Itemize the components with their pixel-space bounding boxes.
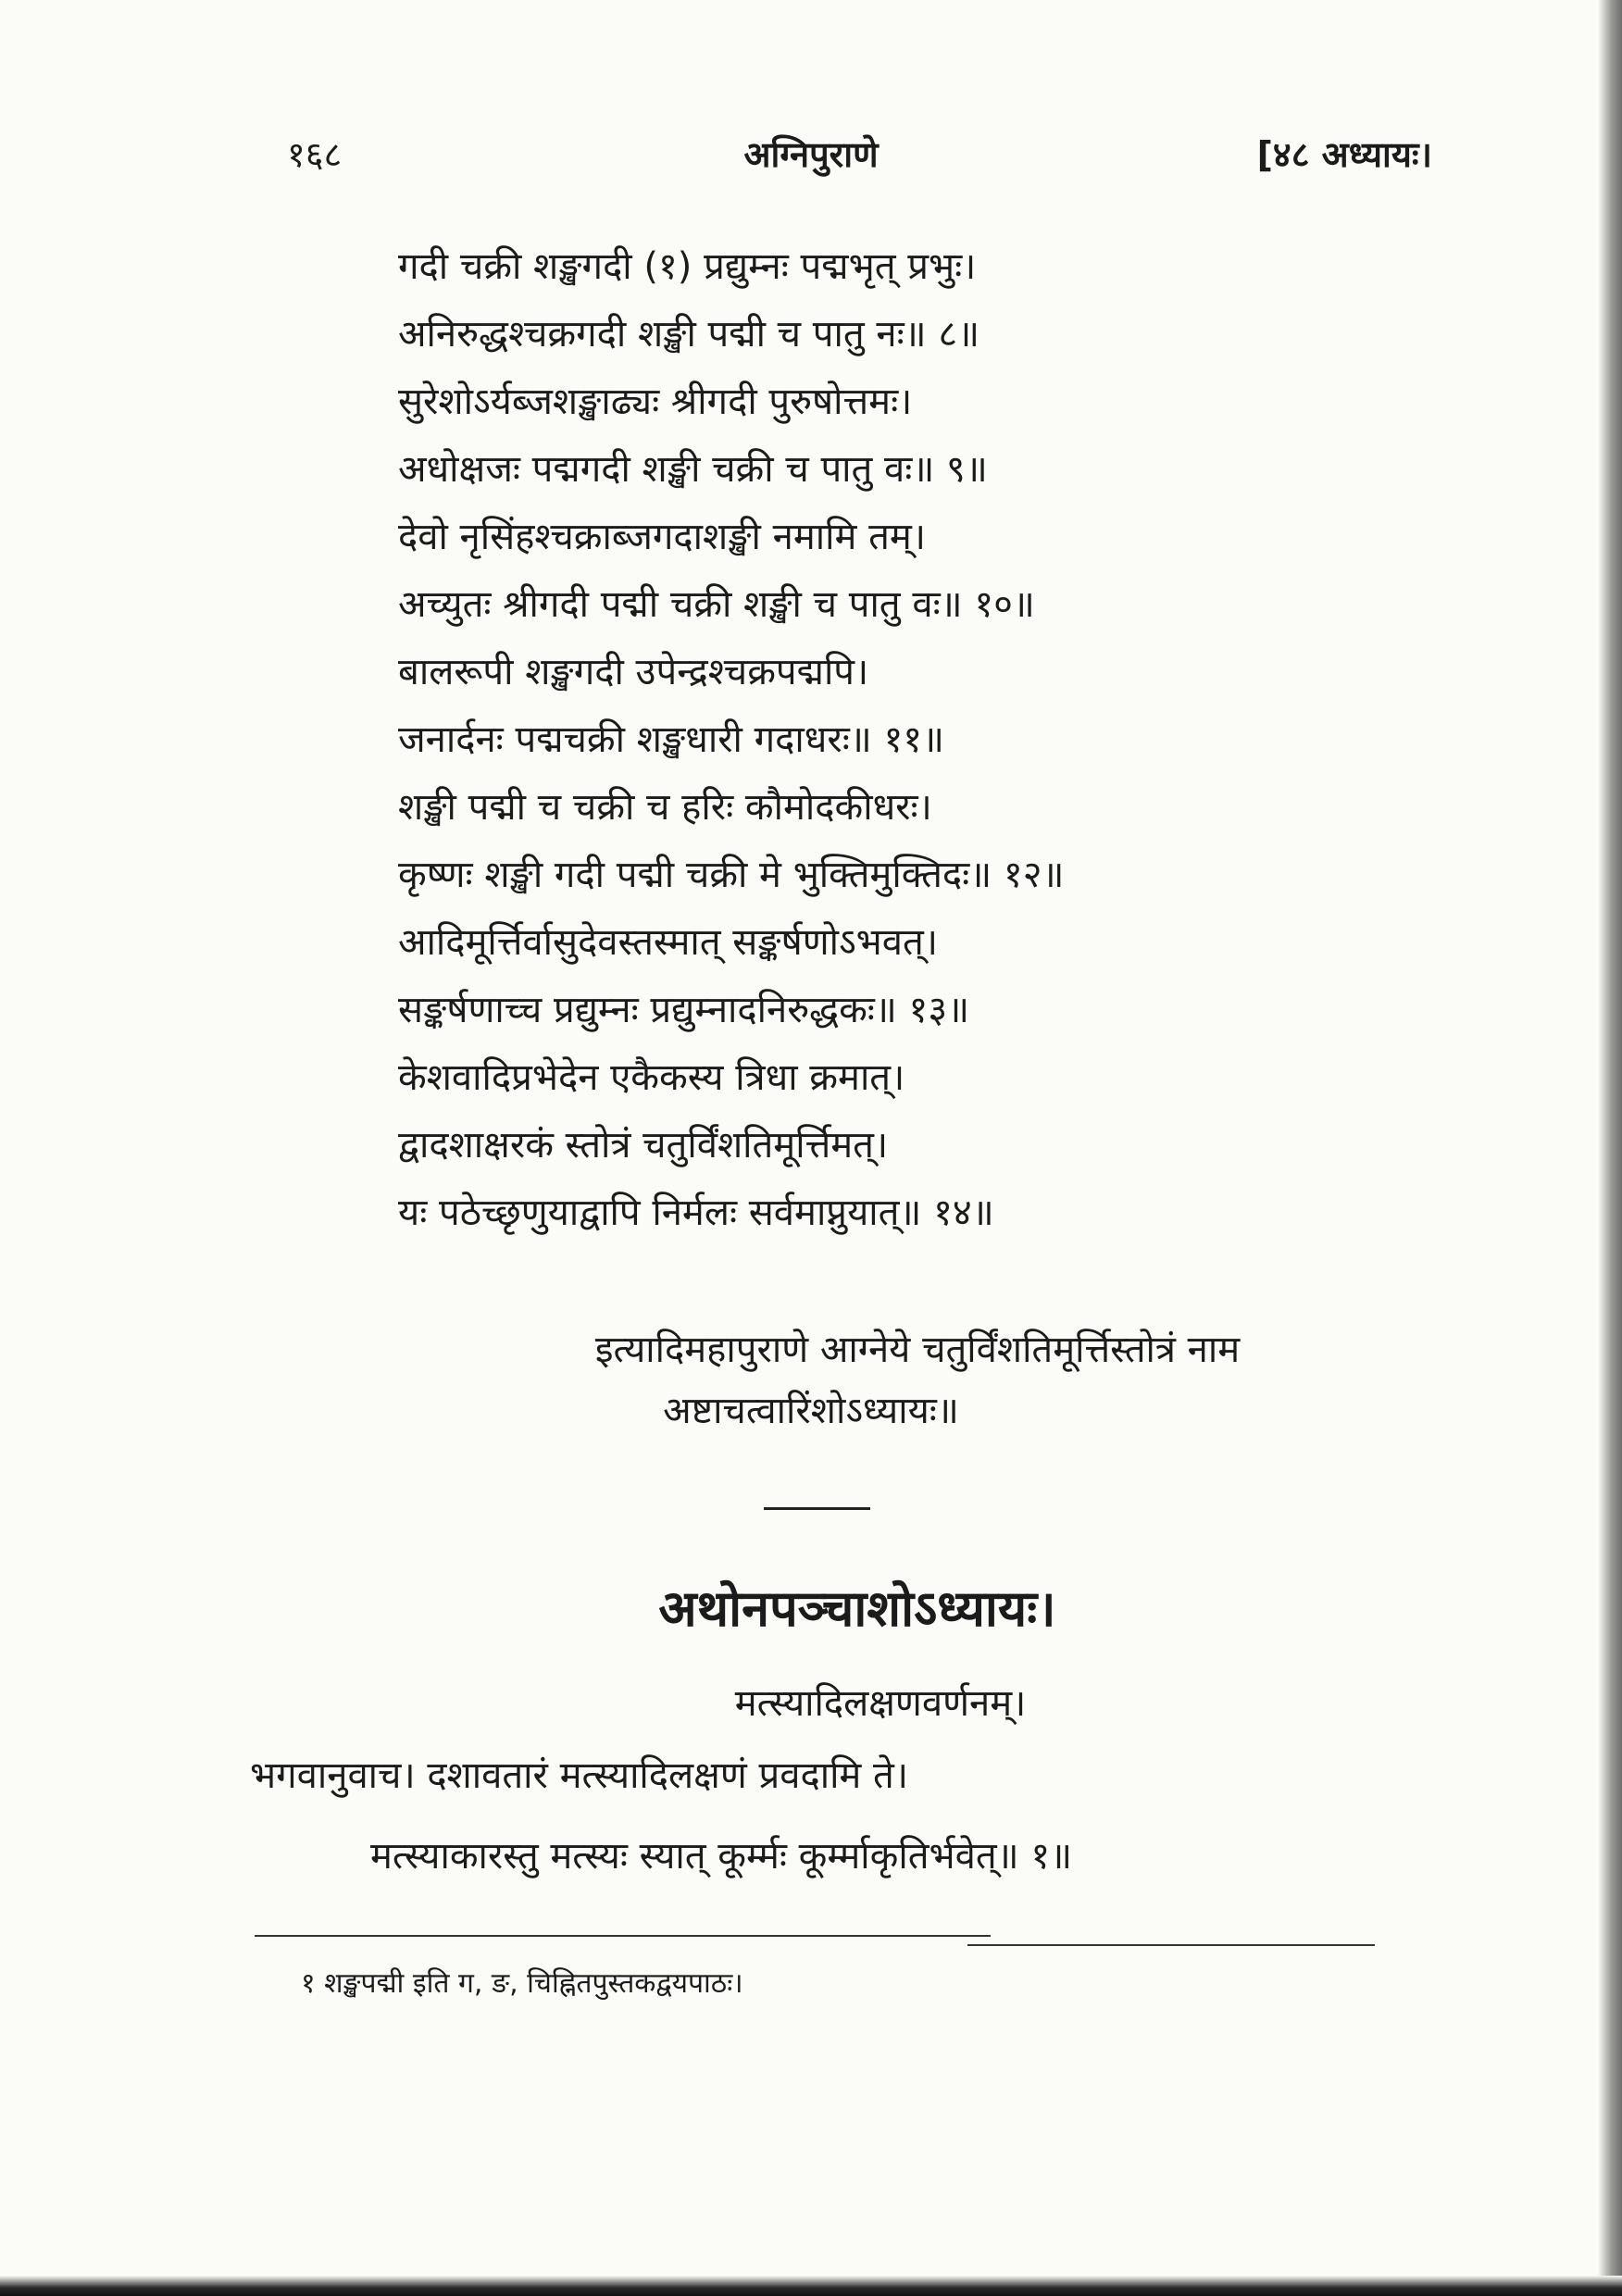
verse-line: यः पठेच्छृणुयाद्वापि निर्मलः सर्वमाप्नुयात्॥ १४॥ xyxy=(398,1192,994,1234)
colophon-line: अष्टाचत्वारिंशोऽध्यायः॥ xyxy=(663,1390,959,1432)
verse-line: भगवानुवाच। दशावतारं मत्स्यादिलक्षणं प्रवदामि ते। xyxy=(250,1754,909,1797)
footnote-rule xyxy=(255,1935,991,1937)
section-divider xyxy=(764,1507,870,1510)
footnote-rule xyxy=(967,1944,1375,1946)
scan-bottom-edge xyxy=(0,2276,1622,2296)
verse-line: जनार्दनः पद्मचक्री शङ्खधारी गदाधरः॥ ११॥ xyxy=(398,718,945,761)
page-edge-shadow xyxy=(1598,0,1622,2296)
running-title: अग्निपुराणे xyxy=(743,134,879,175)
chapter-title: अथोनपञ्चाशोऽध्यायः। xyxy=(658,1579,1056,1638)
verse-line: सङ्कर्षणाच्च प्रद्युम्नः प्रद्युम्नादनिरुद्धकः॥ १३॥ xyxy=(398,989,970,1031)
page-header xyxy=(0,130,1622,185)
verse-line: बालरूपी शङ्खगदी उपेन्द्रश्चक्रपद्मपि। xyxy=(398,651,869,693)
verse-line: द्वादशाक्षरकं स्तोत्रं चतुर्विंशतिमूर्त्तिमत्। xyxy=(398,1124,889,1167)
footnote: १ शङ्खपद्मी इति ग, ङ, चिह्नितपुस्तकद्वयपाठः। xyxy=(301,1967,743,2000)
verse-line: आदिमूर्त्तिर्वासुदेवस्तस्मात् सङ्कर्षणोऽभवत्। xyxy=(398,921,938,964)
verse-block xyxy=(398,233,1379,1247)
chapter-reference: [४८ अध्यायः। xyxy=(1256,134,1432,175)
verse-line: अनिरुद्धश्चक्रगदी शङ्खी पद्मी च पातु नः॥ ८॥ xyxy=(398,313,980,356)
verse-line: केशवादिप्रभेदेन एकैकस्य त्रिधा क्रमात्। xyxy=(398,1056,905,1099)
page-number: १६८ xyxy=(287,134,343,175)
colophon-line: इत्यादिमहापुराणे आग्नेये चतुर्विंशतिमूर्त्तिस्तोत्रं नाम xyxy=(594,1329,1241,1371)
verse-line: कृष्णः शङ्खी गदी पद्मी चक्री मे भुक्तिमुक्तिदः॥ १२॥ xyxy=(398,854,1065,896)
verse-line: देवो नृसिंहश्चक्राब्जगदाशङ्खी नमामि तम्। xyxy=(398,516,926,558)
verse-line: सुरेशोऽर्यब्जशङ्खाढ्यः श्रीगदी पुरुषोत्तमः। xyxy=(398,381,913,423)
verse-line: अधोक्षजः पद्मगदी शङ्खी चक्री च पातु वः॥ ९॥ xyxy=(398,448,988,491)
verse-line: शङ्खी पद्मी च चक्री च हरिः कौमोदकीधरः। xyxy=(398,786,932,829)
chapter-subject: मत्स्यादिलक्षणवर्णनम्। xyxy=(734,1682,1027,1725)
verse-line: मत्स्याकारस्तु मत्स्यः स्यात् कूर्म्मः कूर्म्माकृतिर्भवेत्॥ १॥ xyxy=(370,1835,1073,1878)
verse-line: गदी चक्री शङ्खगदी (१) प्रद्युम्नः पद्मभृत् प्रभुः। xyxy=(398,245,977,288)
chapter-colophon xyxy=(0,1319,1622,1441)
verse-line: अच्युतः श्रीगदी पद्मी चक्री शङ्खी च पातु वः॥ १०॥ xyxy=(398,583,1035,626)
